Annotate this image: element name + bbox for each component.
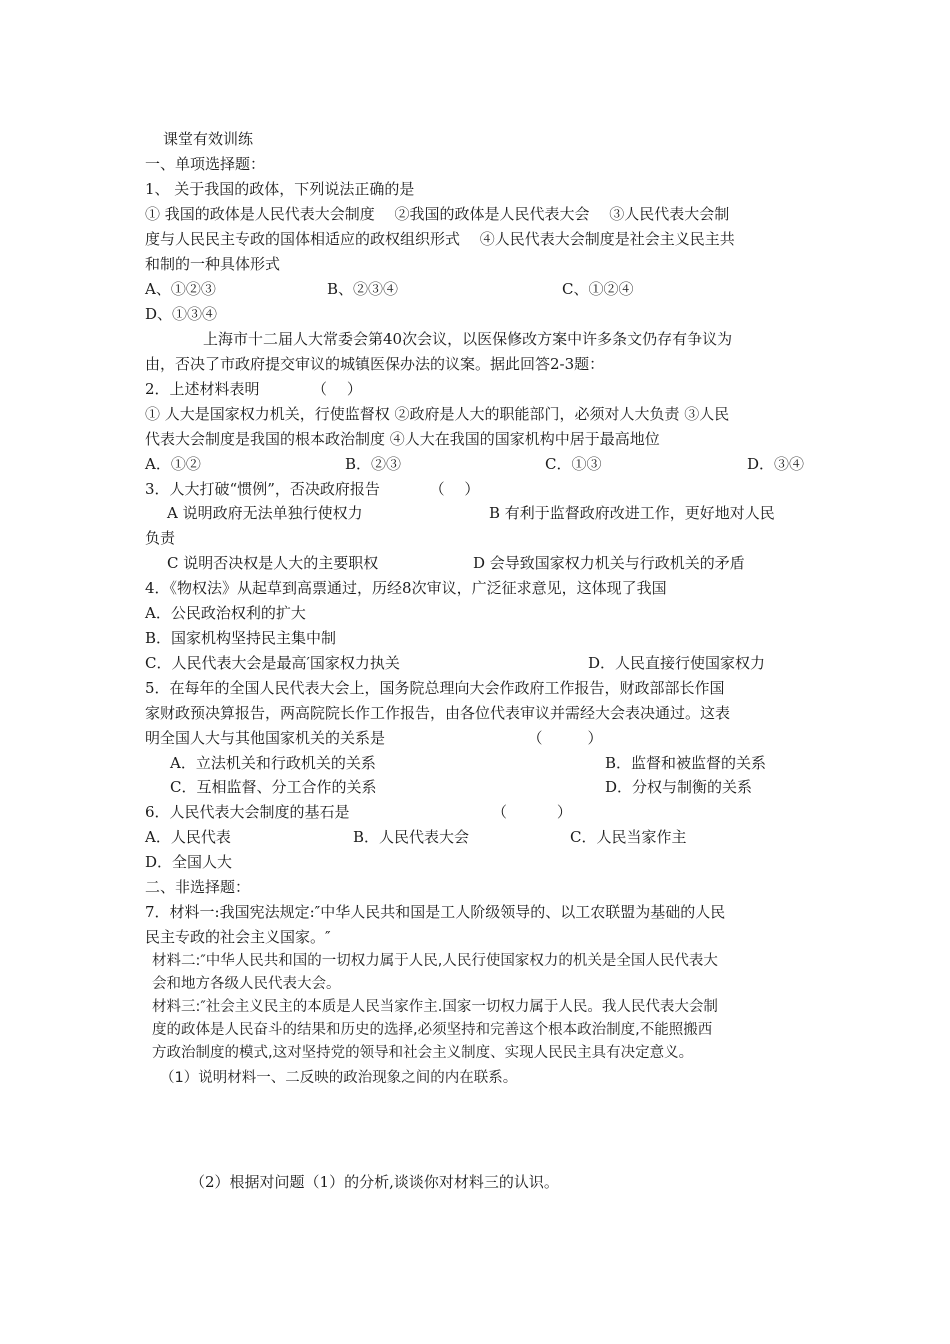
question-7-material-1-line: 民主专政的社会主义国家。″ <box>145 928 331 946</box>
question-2-option-c: C．①③ <box>545 455 602 473</box>
question-5-body-line: 明全国人大与其他国家机关的关系是 （ ） <box>145 729 603 747</box>
question-7-material-3-line: 方政治制度的模式,这对坚持党的领导和社会主义制度、实现人民民主具有决定意义。 <box>152 1045 694 1061</box>
section-heading-single-choice: 一、单项选择题： <box>145 155 266 173</box>
question-2-stem: 2．上述材料表明 （ ） <box>145 380 362 398</box>
question-5-option-c: C．互相监督、分工合作的关系 <box>170 778 377 796</box>
question-1-option-b: B、②③④ <box>327 280 399 298</box>
material-text-line: 上海市十二届人大常委会第40次会议，以医保修改方案中许多条文仍存有争议为 <box>203 330 733 348</box>
question-4-option-d: D．人民直接行使国家权力 <box>588 654 766 672</box>
question-6-option-b: B．人民代表大会 <box>353 828 470 846</box>
question-3-option-b-continued: 负责 <box>145 529 176 547</box>
question-6-option-a: A．人民代表 <box>145 828 231 846</box>
question-7-material-3-line: 材料三:″社会主义民主的本质是人民当家作主.国家一切权力属于人民。我人民代表大会制 <box>152 999 718 1015</box>
question-7-material-2-line: 会和地方各级人民代表大会。 <box>152 976 341 992</box>
question-2-option-a: A．①② <box>145 455 201 473</box>
question-7-material-3-line: 度的政体是人民奋斗的结果和历史的选择,必须坚持和完善这个根本政治制度,不能照搬西 <box>152 1022 713 1038</box>
question-2-body-line: ① 人大是国家权力机关，行使监督权 ②政府是人大的职能部门，必须对人大负责 ③人民 <box>145 405 730 423</box>
question-4-stem: 4．《物权法》从起草到高票通过，历经8次审议，广泛征求意见，这体现了我国 <box>145 579 667 597</box>
question-7-sub-question-2: （2）根据对问题（1）的分析,谈谈你对材料三的认识。 <box>190 1173 559 1191</box>
section-heading-non-choice: 二、非选择题： <box>145 878 251 896</box>
question-3-option-d: D 会导致国家权力机关与行政机关的矛盾 <box>473 554 745 572</box>
question-7-material-1-line: 7．材料一:我国宪法规定:″中华人民共和国是工人阶级领导的、以工农联盟为基础的人民 <box>145 903 726 921</box>
question-5-option-b: B．监督和被监督的关系 <box>605 754 767 772</box>
question-3-option-b: B 有利于监督政府改进工作，更好地对人民 <box>489 504 775 522</box>
page-title: 课堂有效训练 <box>163 130 254 148</box>
question-1-option-d: D、①③④ <box>145 305 218 323</box>
question-3-stem: 3．人大打破“惯例”，否决政府报告 （ ） <box>145 480 480 498</box>
question-5-option-d: D．分权与制衡的关系 <box>605 778 753 796</box>
question-3-option-c: C 说明否决权是人大的主要职权 <box>167 554 379 572</box>
question-3-option-a: A 说明政府无法单独行使权力 <box>167 504 363 522</box>
question-2-body-line: 代表大会制度是我国的根本政治制度 ④人大在我国的国家机构中居于最高地位 <box>145 430 660 448</box>
question-5-option-a: A．立法机关和行政机关的关系 <box>170 754 376 772</box>
question-6-option-c: C．人民当家作主 <box>570 828 687 846</box>
question-5-body-line: 家财政预决算报告，两高院院长作工作报告，由各位代表审议并需经大会表决通过。这表 <box>145 704 731 722</box>
question-1-option-a: A、①②③ <box>145 280 216 298</box>
question-7-sub-question-1: （1）说明材料一、二反映的政治现象之间的内在联系。 <box>160 1070 518 1086</box>
question-1-body-line: 和制的一种具体形式 <box>145 255 281 273</box>
question-4-option-a: A．公民政治权利的扩大 <box>145 604 306 622</box>
question-5-body-line: 5．在每年的全国人民代表大会上，国务院总理向大会作政府工作报告，财政部部长作国 <box>145 679 725 697</box>
question-4-option-b: B．国家机构坚持民主集中制 <box>145 629 337 647</box>
question-4-option-c: C．人民代表大会是最高′国家权力执关 <box>145 654 400 672</box>
question-6-stem: 6．人民代表大会制度的基石是 （ ） <box>145 803 572 821</box>
question-1-option-c: C、①②④ <box>562 280 634 298</box>
question-6-option-d: D．全国人大 <box>145 853 233 871</box>
question-7-material-2-line: 材料二:″中华人民共和国的一切权力属于人民,人民行使国家权力的机关是全国人民代表大 <box>152 953 718 969</box>
question-2-option-d: D．③④ <box>747 455 805 473</box>
question-1-stem: 1、 关于我国的政体，下列说法正确的是 <box>145 180 415 198</box>
question-1-body-line: 度与人民民主专政的国体相适应的政权组织形式 ④人民代表大会制度是社会主义民主共 <box>145 230 735 248</box>
material-text-line: 由，否决了市政府提交审议的城镇医保办法的议案。据此回答2-3题： <box>145 355 605 373</box>
question-1-body-line: ① 我国的政体是人民代表大会制度 ②我国的政体是人民代表大会 ③人民代表大会制 <box>145 205 730 223</box>
question-2-option-b: B．②③ <box>345 455 402 473</box>
